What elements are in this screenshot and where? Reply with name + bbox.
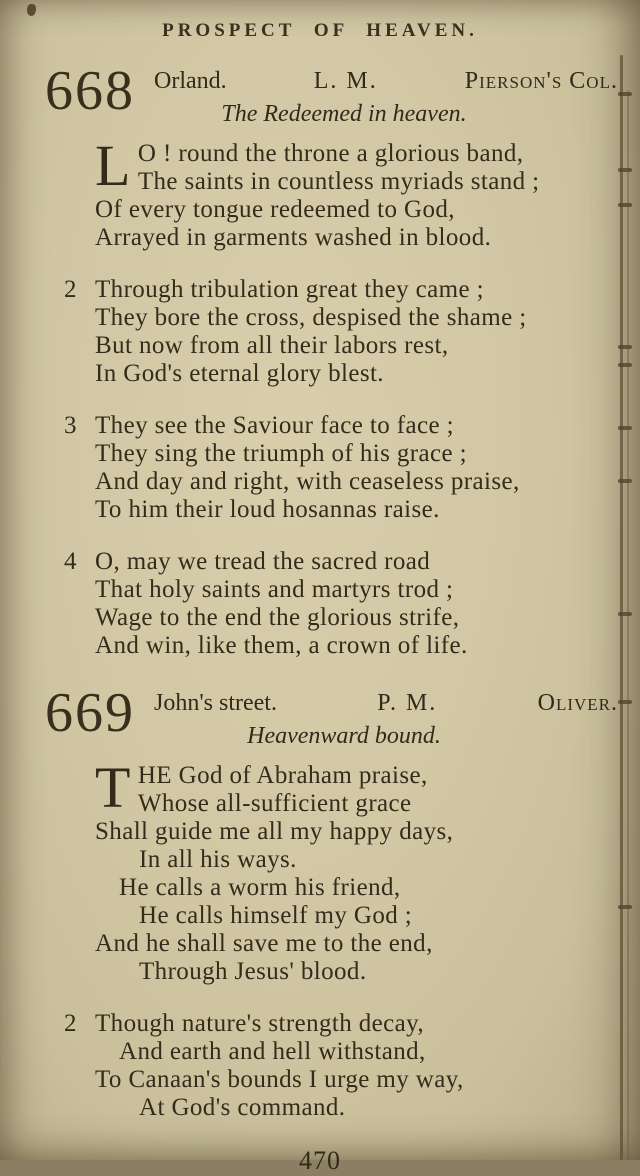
verse-line: They bore the cross, despised the shame ;: [95, 304, 527, 331]
hymn-subtitle: The Redeemed in heaven.: [221, 101, 467, 127]
running-header: PROSPECT OF HEAVEN.: [162, 20, 478, 41]
page-number: 470: [299, 1146, 341, 1175]
verse-line: Arrayed in garments washed in blood.: [95, 224, 492, 251]
page-edge-tick: [618, 363, 632, 367]
hymn-number: 669: [45, 682, 135, 744]
verse-number: 2: [64, 276, 77, 303]
meter: L. M.: [313, 68, 378, 94]
source-name: Pierson's Col.: [464, 68, 618, 94]
hymn-header: [40, 62, 618, 128]
page-edge-tick: [618, 612, 632, 616]
verse-line: Of every tongue redeemed to God,: [95, 196, 455, 223]
page-edge-tick: [618, 700, 632, 704]
page-edge-line-secondary: [627, 90, 629, 1160]
page-edge-tick: [618, 168, 632, 172]
page-edge-tick: [618, 203, 632, 207]
verse: [95, 133, 618, 252]
verse-number: 3: [64, 412, 77, 439]
verse-line: And he shall save me to the end,: [95, 930, 433, 957]
verse-line: Wage to the end the glorious strife,: [95, 604, 460, 631]
hymn-number: 668: [45, 60, 135, 122]
page-edge-tick: [618, 92, 632, 96]
verse-line: Shall guide me all my happy days,: [95, 818, 454, 845]
verse-line: Through Jesus' blood.: [139, 958, 367, 985]
verse-number: 4: [64, 548, 77, 575]
verse: [64, 412, 618, 524]
verse-line: O ! round the throne a glorious band,: [137, 140, 524, 167]
page-edge-tick: [618, 479, 632, 483]
verse-line: And earth and hell withstand,: [119, 1038, 426, 1065]
verse-line: To him their loud hosannas raise.: [95, 496, 440, 523]
verse-line: And win, like them, a crown of life.: [95, 632, 468, 659]
verse-line: In God's eternal glory blest.: [95, 360, 384, 387]
verse: [64, 276, 618, 388]
verse-line: In all his ways.: [139, 846, 297, 873]
verse-line: Through tribulation great they came ;: [95, 276, 484, 303]
hymn: [40, 62, 618, 660]
verse-line: And day and right, with ceaseless praise,: [95, 468, 520, 495]
hymn-title-row: [140, 62, 618, 95]
verse-line: They sing the triumph of his grace ;: [95, 440, 467, 467]
verse: [64, 548, 618, 660]
hymn-title-row: [140, 684, 618, 717]
verse-line: HE God of Abraham praise,: [137, 762, 428, 789]
tune-name: Orland.: [154, 68, 227, 94]
verse-line: To Canaan's bounds I urge my way,: [95, 1066, 464, 1093]
verse-line: That holy saints and martyrs trod ;: [95, 576, 454, 603]
verse-line: Whose all-sufficient grace: [137, 790, 412, 817]
verse-line: He calls himself my God ;: [139, 902, 413, 929]
page-edge-tick: [618, 905, 632, 909]
verse-line: He calls a worm his friend,: [119, 874, 401, 901]
verse: [95, 755, 618, 986]
hymns: [0, 42, 640, 1122]
tune-name: John's street.: [154, 690, 277, 716]
verse-line: At God's command.: [139, 1094, 346, 1121]
verse-line: They see the Saviour face to face ;: [95, 412, 454, 439]
hymn: [40, 684, 618, 1122]
verse: [64, 1010, 618, 1122]
dropcap-letter: T: [95, 755, 131, 820]
hymn-subtitle: Heavenward bound.: [247, 723, 441, 749]
hymn-titles: [140, 684, 618, 750]
source-name: Oliver.: [537, 690, 618, 716]
dropcap-letter: L: [95, 133, 131, 198]
verse-line: Though nature's strength decay,: [95, 1010, 425, 1037]
verse-line: O, may we tread the sacred road: [95, 548, 431, 575]
meter: P. M.: [377, 690, 438, 716]
verse-line: The saints in countless myriads stand ;: [137, 168, 540, 195]
verse-number: 2: [64, 1010, 77, 1037]
page-edge-tick: [618, 426, 632, 430]
hymn-header: [40, 684, 618, 750]
hymn-titles: [140, 62, 618, 128]
page-edge-line: [620, 55, 623, 1160]
page-edge-tick: [618, 345, 632, 349]
verse-line: But now from all their labors rest,: [95, 332, 449, 359]
